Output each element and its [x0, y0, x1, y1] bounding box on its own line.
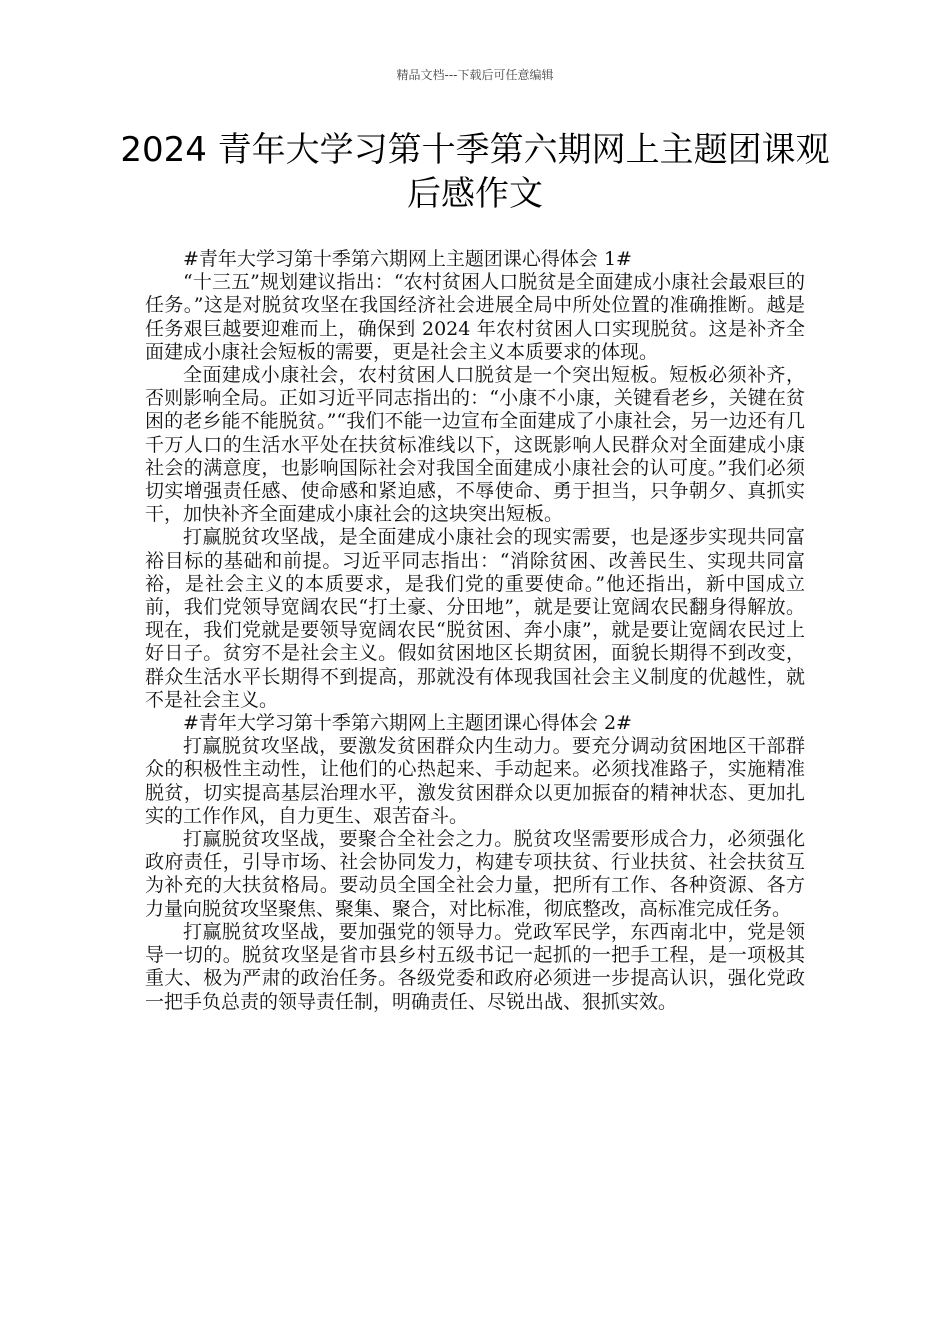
- page-title: 2024 青年大学习第十季第六期网上主题团课观后感作文: [120, 130, 830, 214]
- section-heading-1: #青年大学习第十季第六期网上主题团课心得体会 1#: [183, 248, 632, 270]
- body-paragraph: 打赢脱贫攻坚战，要聚合全社会之力。脱贫攻坚需要形成合力，必须强化政府责任，引导市场、社会协同发力，构建专项扶贫、行业扶贫、社会扶贫互为补充的大扶贫格局。要动员全国全社会力量，把所有工作、各种资源、各方力量向脱贫攻坚聚焦、聚集、聚合，对比标准，彻底整改，高标准完成任务。: [145, 828, 805, 920]
- body-paragraph: 全面建成小康社会，农村贫困人口脱贫是一个突出短板。短板必须补齐，否则影响全局。正如习近平同志指出的：“小康不小康，关键看老乡，关键在贫困的老乡能不能脱贫。”“我们不能一边宣布全面建成了小康社会，另一边还有几千万人口的生活水平处在扶贫标准线以下，这既影响人民群众对全面建成小康社会的满意度，也影响国际社会对我国全面建成小康社会的认可度。”我们必须切实增强责任感、使命感和紧迫感，不辱使命、勇于担当，只争朝夕、真抓实干，加快补齐全面建成小康社会的这块突出短板。: [145, 364, 805, 526]
- section-heading-2: #青年大学习第十季第六期网上主题团课心得体会 2#: [183, 712, 632, 735]
- body-paragraph: “十三五”规划建议指出：“农村贫困人口脱贫是全面建成小康社会最艰巨的任务。”这是对脱贫攻坚在我国经济社会进展全局中所处位置的准确推断。越是任务艰巨越要迎难而上，确保到 2024 年农村贫困人口实现脱贫。这是补齐全面建成小康社会短板的需要，更是社会主义本质要求的体现。: [145, 271, 805, 363]
- body-paragraph: 打赢脱贫攻坚战，是全面建成小康社会的现实需要，也是逐步实现共同富裕目标的基础和前提。习近平同志指出：“消除贫困、改善民生、实现共同富裕，是社会主义的本质要求，是我们党的重要使命。”他还指出，新中国成立前，我们党领导宽阔农民“打土豪、分田地”，就是要让宽阔农民翻身得解放。现在，我们党就是要领导宽阔农民“脱贫困、奔小康”，就是要让宽阔农民过上好日子。贫穷不是社会主义。假如贫困地区长期贫困，面貌长期得不到改变，群众生活水平长期得不到提高，那就没有体现我国社会主义制度的优越性，就不是社会主义。: [145, 526, 805, 711]
- header-note: 精品文档---下载后可任意编辑: [396, 68, 554, 82]
- document-body: [145, 248, 805, 1014]
- body-paragraph: 打赢脱贫攻坚战，要加强党的领导力。党政军民学，东西南北中，党是领导一切的。脱贫攻坚是省市县乡村五级书记一起抓的一把手工程，是一项极其重大、极为严肃的政治任务。各级党委和政府必须进一步提高认识，强化党政一把手负总责的领导责任制，明确责任、尽锐出战、狠抓实效。: [145, 920, 805, 1013]
- body-paragraph: 打赢脱贫攻坚战，要激发贫困群众内生动力。要充分调动贫困地区干部群众的积极性主动性，让他们的心热起来、手动起来。必须找准路子，实施精准脱贫，切实提高基层治理水平，激发贫困群众以更加振奋的精神状态、更加扎实的工作作风，自力更生、艰苦奋斗。: [145, 735, 805, 827]
